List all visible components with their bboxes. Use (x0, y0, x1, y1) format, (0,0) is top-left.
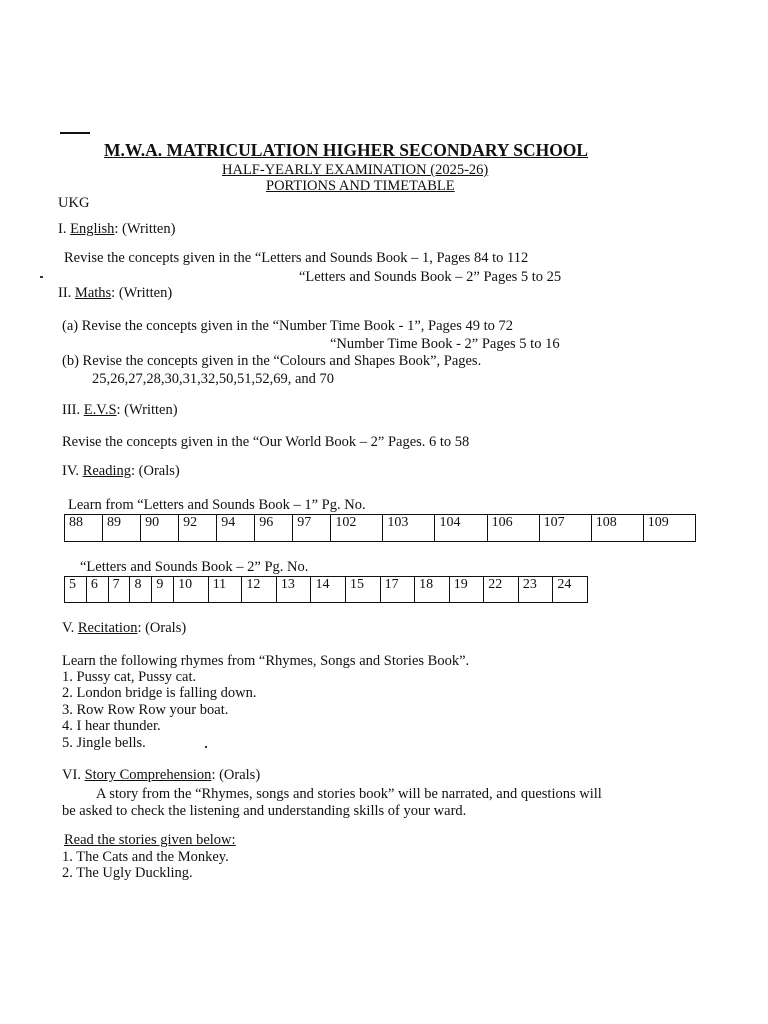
page-number-cell: 5 (65, 577, 87, 603)
maths-b-line-2: 25,26,27,28,30,31,32,50,51,52,69, and 70 (92, 371, 335, 387)
evs-num: III. (62, 402, 84, 418)
rhyme-item-5: 5. Jingle bells. (62, 735, 146, 751)
reading-book1-label: Learn from “Letters and Sounds Book – 1” Pg. No. (68, 497, 366, 513)
rhyme-item-3: 3. Row Row Row your boat. (62, 702, 229, 718)
evs-line-1: Revise the concepts given in the “Our World Book – 2” Pages. 6 to 58 (62, 434, 470, 450)
reading-book2-label: “Letters and Sounds Book – 2” Pg. No. (80, 559, 309, 575)
story-line-2: be asked to check the listening and understanding skills of your ward. (62, 803, 467, 819)
page-number-cell: 10 (174, 577, 209, 603)
english-heading (58, 221, 175, 238)
english-mode: : (Written) (114, 221, 176, 237)
page-number-cell: 14 (311, 577, 346, 603)
rhyme-item-1: 1. Pussy cat, Pussy cat. (62, 669, 197, 685)
english-line-2: “Letters and Sounds Book – 2” Pages 5 to 25 (299, 269, 562, 285)
reading-name: Reading (82, 463, 132, 479)
subtitle: PORTIONS AND TIMETABLE (266, 178, 455, 194)
page-number-cell: 92 (179, 515, 217, 542)
recitation-heading (62, 620, 186, 637)
story-heading (62, 767, 260, 784)
english-num: I. (58, 221, 71, 237)
recitation-intro: Learn the following rhymes from “Rhymes, Songs and Stories Book”. (62, 653, 470, 669)
page-number-cell: 103 (383, 515, 435, 542)
page-number-cell: 102 (331, 515, 383, 542)
story-line-1: A story from the “Rhymes, songs and stories book” will be narrated, and questions will (96, 786, 602, 802)
page-number-cell: 8 (130, 577, 152, 603)
reading-book2-pages-table (64, 576, 588, 603)
page-number-cell: 104 (435, 515, 487, 542)
page-number-cell: 97 (293, 515, 331, 542)
recitation-num: V. (62, 620, 78, 636)
evs-name: E.V.S (83, 402, 117, 418)
school-name: M.W.A. MATRICULATION HIGHER SECONDARY SCHOOL (104, 140, 589, 160)
page-number-cell: 106 (487, 515, 539, 542)
page-number-cell: 19 (449, 577, 484, 603)
reading-heading (62, 463, 180, 480)
page-number-cell: 89 (103, 515, 141, 542)
page-number-cell: 6 (86, 577, 108, 603)
recitation-name: Recitation (77, 620, 138, 636)
recitation-mode: : (Orals) (137, 620, 187, 636)
page-number-cell: 12 (242, 577, 277, 603)
page-number-cell: 15 (346, 577, 381, 603)
page-number-cell: 96 (255, 515, 293, 542)
maths-a-line-1: (a) Revise the concepts given in the “Number Time Book - 1”, Pages 49 to 72 (62, 318, 514, 334)
scan-speck (205, 746, 207, 748)
story-num: VI. (62, 767, 85, 783)
page-number-cell: 13 (276, 577, 311, 603)
page-number-cell: 108 (591, 515, 643, 542)
page-number-cell: 22 (484, 577, 519, 603)
reading-num: IV. (62, 463, 83, 479)
reading-mode: : (Orals) (131, 463, 180, 479)
scan-speck (40, 276, 43, 278)
maths-num: II. (58, 285, 75, 301)
evs-heading (62, 402, 178, 419)
maths-heading (58, 285, 172, 302)
rhyme-item-4: 4. I hear thunder. (62, 718, 161, 734)
english-name: English (70, 221, 115, 237)
exam-title: HALF-YEARLY EXAMINATION (2025-26) (222, 162, 489, 178)
maths-name: Maths (74, 285, 112, 301)
read-stories-heading: Read the stories given below: (64, 832, 236, 848)
table-row (65, 577, 588, 603)
page-number-cell: 18 (415, 577, 450, 603)
evs-mode: : (Written) (116, 402, 178, 418)
grade-label: UKG (58, 195, 90, 211)
table-row (65, 515, 696, 542)
story-mode: : (Orals) (211, 767, 261, 783)
reading-book1-pages-table (64, 514, 696, 542)
rhyme-item-2: 2. London bridge is falling down. (62, 685, 257, 701)
story-item-1: 1. The Cats and the Monkey. (62, 849, 229, 865)
maths-mode: : (Written) (111, 285, 173, 301)
page-number-cell: 90 (141, 515, 179, 542)
page-number-cell: 107 (539, 515, 591, 542)
page-number-cell: 24 (553, 577, 588, 603)
story-item-2: 2. The Ugly Duckling. (62, 865, 193, 881)
page-number-cell: 11 (208, 577, 242, 603)
page-number-cell: 23 (518, 577, 553, 603)
corner-mark (60, 132, 90, 134)
page-number-cell: 88 (65, 515, 103, 542)
maths-a-line-2: “Number Time Book - 2” Pages 5 to 16 (330, 336, 560, 352)
english-line-1: Revise the concepts given in the “Letters and Sounds Book – 1, Pages 84 to 112 (64, 250, 529, 266)
maths-b-line-1: (b) Revise the concepts given in the “Colours and Shapes Book”, Pages. (62, 353, 482, 369)
page-number-cell: 17 (380, 577, 415, 603)
page-number-cell: 7 (108, 577, 130, 603)
story-name: Story Comprehension (84, 767, 212, 783)
page-number-cell: 109 (643, 515, 695, 542)
page-number-cell: 94 (217, 515, 255, 542)
page-number-cell: 9 (152, 577, 174, 603)
